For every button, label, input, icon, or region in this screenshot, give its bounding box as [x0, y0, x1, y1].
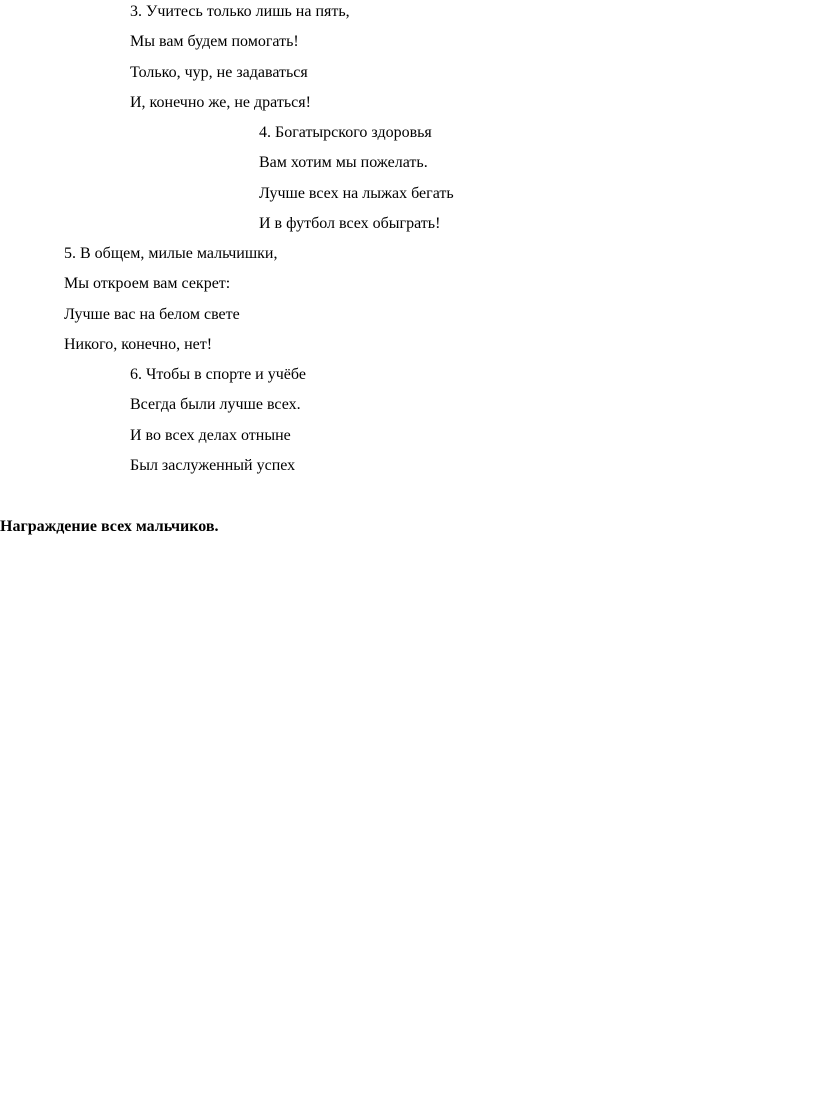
- poem-line: Лучше всех на лыжах бегать: [259, 184, 454, 202]
- poem-line: 6. Чтобы в спорте и учёбе: [130, 366, 306, 383]
- closing-note: Награждение всех мальчиков.: [0, 518, 219, 535]
- poem-line: Мы откроем вам секрет:: [64, 275, 231, 293]
- poem-line: Всегда были лучше всех.: [130, 396, 301, 414]
- poem-line: Был заслуженный успех: [130, 456, 296, 474]
- poem-line: 5. В общем, милые мальчишки,: [64, 245, 278, 262]
- poem-line: И в футбол всех обыграть!: [259, 214, 441, 232]
- poem-line: И во всех делах отныне: [130, 426, 291, 444]
- poem-line: Мы вам будем помогать!: [130, 33, 299, 51]
- poem-stanza-3: [130, 0, 350, 118]
- poem-stanza-5: [64, 239, 277, 360]
- poem-line: Лучше вас на белом свете: [64, 305, 240, 323]
- poem-line: 3. Учитесь только лишь на пять,: [130, 3, 350, 20]
- poem-stanza-6: [130, 360, 306, 481]
- poem-line: Никого, конечно, нет!: [64, 335, 213, 353]
- poem-stanza-4: [259, 118, 454, 239]
- poem-line: Вам хотим мы пожелать.: [259, 154, 428, 172]
- poem-line: Только, чур, не задаваться: [130, 63, 308, 81]
- poem-line: И, конечно же, не драться!: [130, 93, 311, 111]
- poem-line: 4. Богатырского здоровья: [259, 124, 432, 141]
